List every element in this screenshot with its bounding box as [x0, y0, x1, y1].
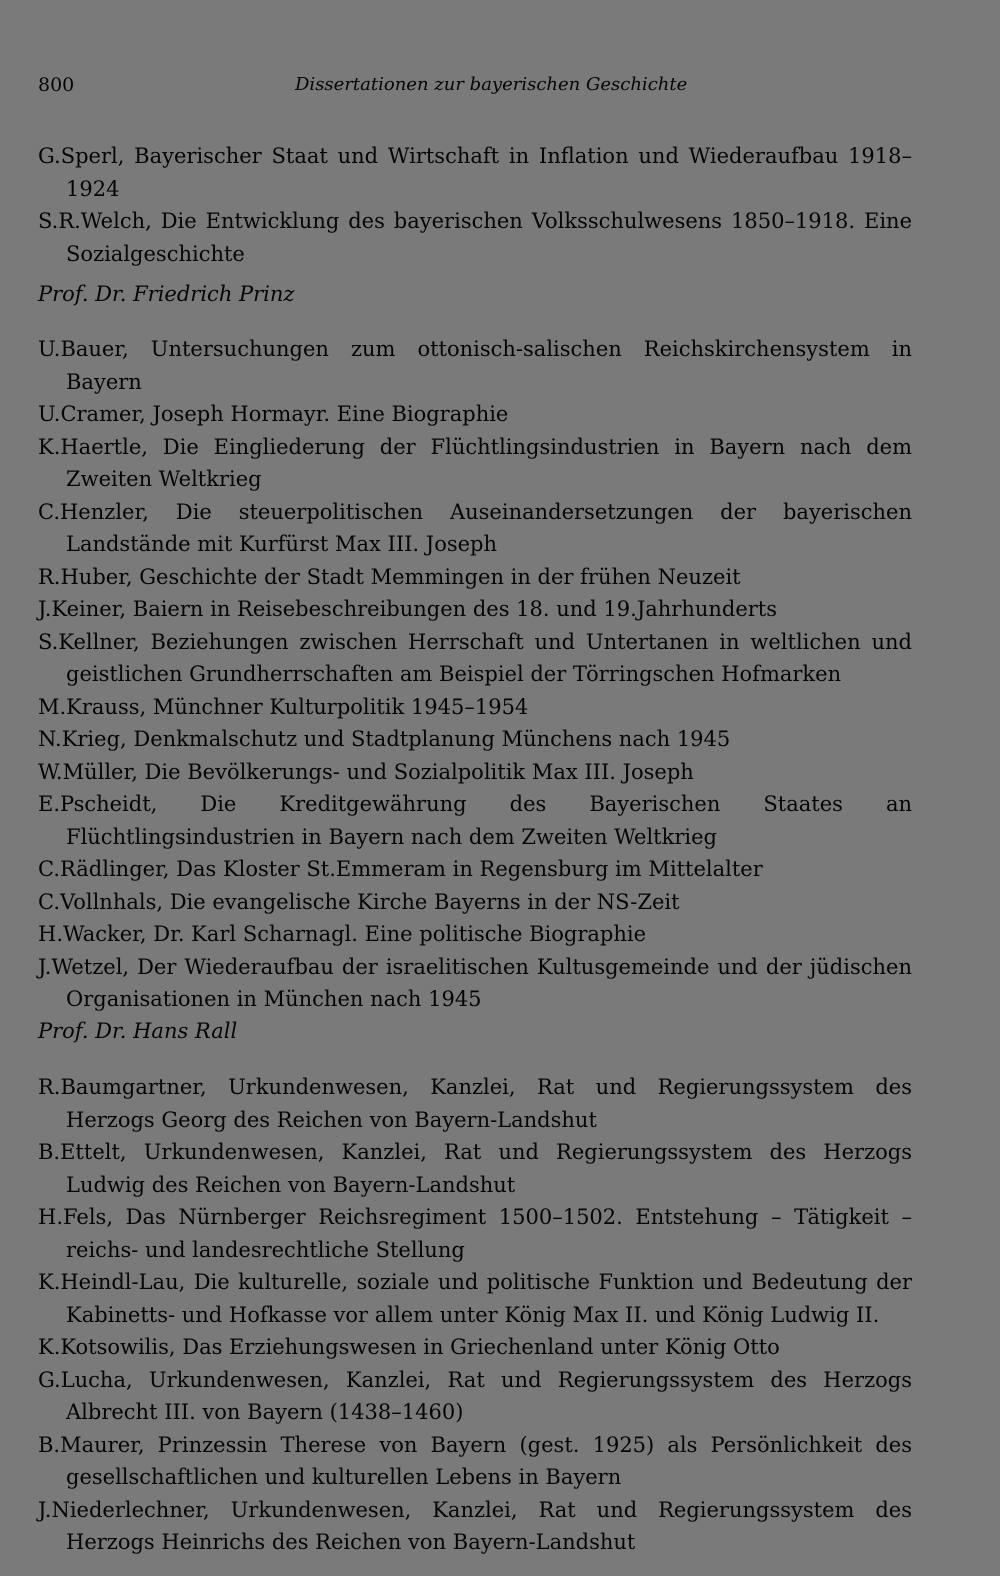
bibliography-entry: N.Krieg, Denkmalschutz und Stadtplanung Münchens nach 1945: [38, 727, 731, 751]
bibliography-entry: J.Niederlechner, Urkundenwesen, Kanzlei, Rat und Regierungssystem des Herzogs Heinrichs des Reichen von Bayern-Landshut: [38, 1497, 912, 1554]
prinz-entries: [38, 333, 912, 1016]
bibliography-entry: K.Heindl-Lau, Die kulturelle, soziale und politische Funktion und Bedeutung der Kabinetts- und Hofkasse vor allem unter König Max II. und König Ludwig II.: [38, 1270, 912, 1327]
page-number: 800: [38, 74, 75, 96]
section-heading-rall: Prof. Dr. Hans Rall: [38, 1019, 238, 1043]
bibliography-entry: U.Bauer, Untersuchungen zum ottonisch-salischen Reichskirchensystem in Bayern: [38, 337, 912, 394]
bibliography-entry: R.Baumgartner, Urkundenwesen, Kanzlei, Rat und Regierungssystem des Herzogs Georg des Reichen von Bayern-Landshut: [38, 1075, 912, 1132]
bibliography-entry: M.Krauss, Münchner Kulturpolitik 1945–1954: [38, 694, 529, 719]
bibliography-entry: W.Müller, Die Bevölkerungs- und Sozialpolitik Max III. Joseph: [38, 759, 694, 784]
section-heading-prinz: Prof. Dr. Friedrich Prinz: [38, 282, 295, 306]
bibliography-entry: S.Kellner, Beziehungen zwischen Herrschaft und Untertanen in weltlichen und geistlichen Grundherrschaften am Beispiel der Törringschen Hofmarken: [38, 629, 912, 686]
page-header: [38, 74, 912, 102]
intro-entries: [38, 140, 912, 270]
bibliography-entry: B.Ettelt, Urkundenwesen, Kanzlei, Rat und Regierungssystem des Herzogs Ludwig des Reichen von Bayern-Landshut: [38, 1140, 912, 1197]
bibliography-entry: R.Huber, Geschichte der Stadt Memmingen in der frühen Neuzeit: [38, 564, 741, 589]
bibliography-entry: B.Maurer, Prinzessin Therese von Bayern (gest. 1925) als Persönlichkeit des gesellschaftlichen und kulturellen Lebens in Bayern: [38, 1432, 912, 1489]
bibliography-entry: C.Henzler, Die steuerpolitischen Auseinandersetzungen der bayerischen Landstände mit Kurfürst Max III. Joseph: [38, 499, 912, 556]
bibliography-entry: U.Cramer, Joseph Hormayr. Eine Biographie: [38, 402, 509, 426]
bibliography-entry: J.Wetzel, Der Wiederaufbau der israelitischen Kultusgemeinde und der jüdischen Organisationen in München nach 1945: [38, 954, 912, 1011]
bibliography-entry: E.Pscheidt, Die Kreditgewährung des Bayerischen Staates an Flüchtlingsindustrien in Bayern nach dem Zweiten Weltkrieg: [38, 792, 912, 849]
bibliography-entry: G.Lucha, Urkundenwesen, Kanzlei, Rat und Regierungssystem des Herzogs Albrecht III. von Bayern (1438–1460): [38, 1367, 912, 1424]
bibliography-entry: J.Keiner, Baiern in Reisebeschreibungen des 18. und 19.Jahrhunderts: [38, 597, 778, 621]
bibliography-entry: K.Kotsowilis, Das Erziehungswesen in Griechenland unter König Otto: [38, 1335, 780, 1359]
running-title: Dissertationen zur bayerischen Geschichte: [295, 74, 688, 95]
bibliography-entry: H.Wacker, Dr. Karl Scharnagl. Eine politische Biographie: [38, 922, 647, 946]
bibliography-entry: H.Fels, Das Nürnberger Reichsregiment 1500–1502. Entstehung – Tätigkeit – reichs- und landesrechtliche Stellung: [38, 1205, 912, 1262]
bibliography-entry: C.Vollnhals, Die evangelische Kirche Bayerns in der NS-Zeit: [38, 889, 680, 914]
bibliography-entry: K.Haertle, Die Eingliederung der Flüchtlingsindustrien in Bayern nach dem Zweiten Weltkrieg: [38, 434, 912, 491]
rall-entries: [38, 1071, 912, 1559]
bibliography-entry: S.R.Welch, Die Entwicklung des bayerischen Volksschulwesens 1850–1918. Eine Sozialgeschichte: [38, 209, 912, 266]
bibliography-entry: G.Sperl, Bayerischer Staat und Wirtschaft in Inflation und Wiederaufbau 1918–1924: [38, 144, 912, 201]
bibliography-entry: C.Rädlinger, Das Kloster St.Emmeram in Regensburg im Mittelalter: [38, 857, 763, 881]
